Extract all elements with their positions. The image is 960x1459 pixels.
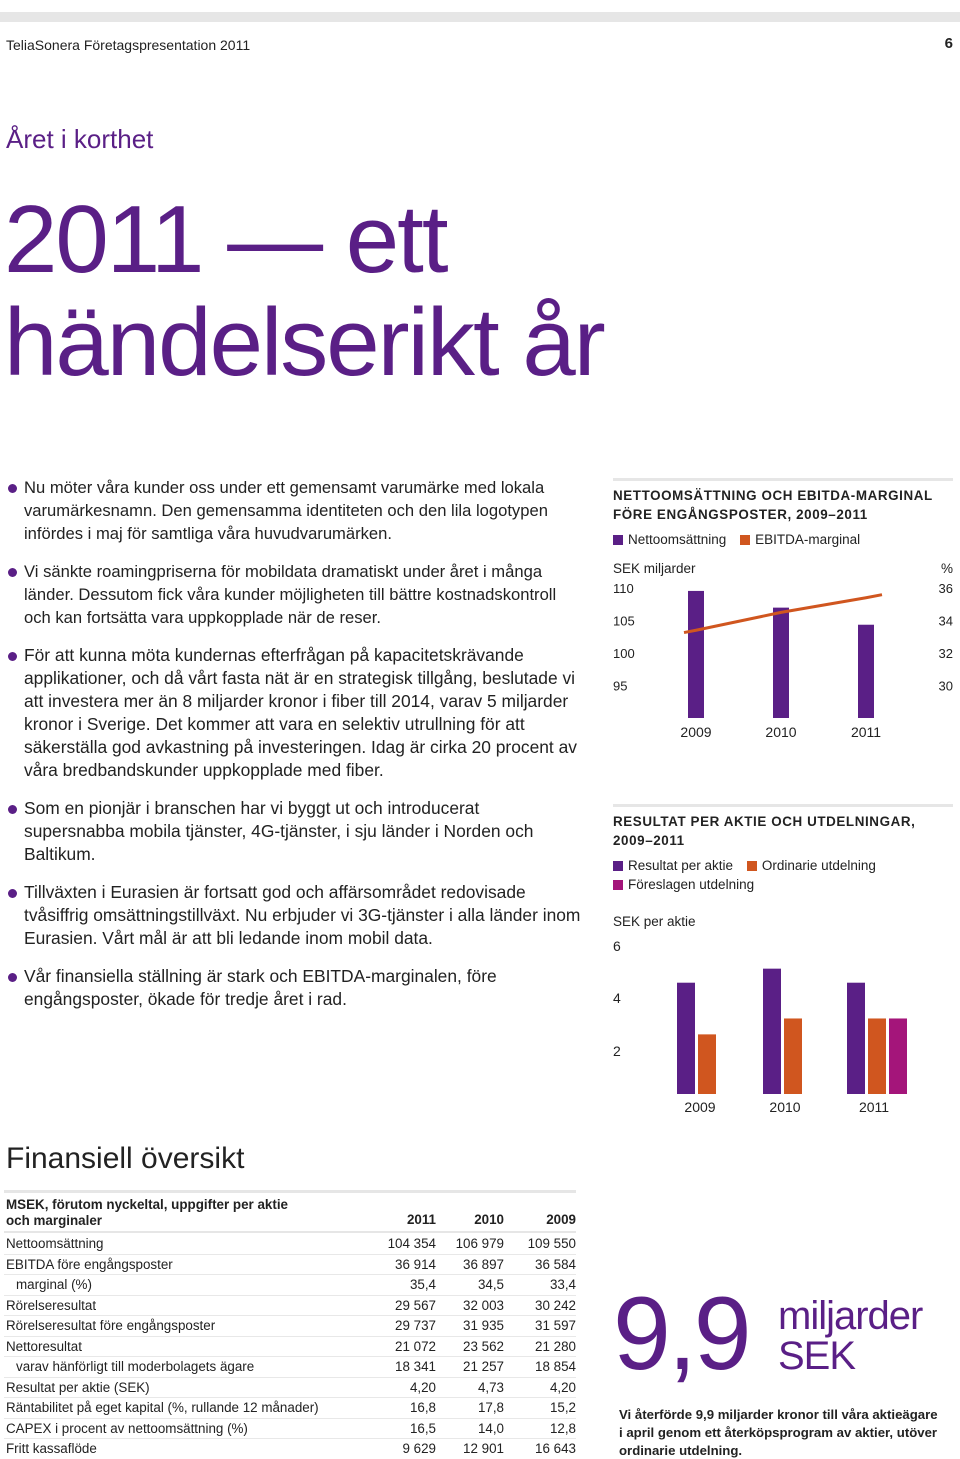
y-tick-label: 2 [613, 1043, 621, 1059]
chart-title: NETTOOMSÄTTNING OCH EBITDA-MARGINAL FÖRE ENGÅNGSPOSTER, 2009–2011 [613, 488, 933, 522]
y2-tick-label: 36 [938, 581, 953, 596]
bullet-dot-icon [8, 973, 17, 982]
legend-swatch-icon [613, 535, 623, 545]
cell-value-2009: 33,4 [549, 1277, 576, 1292]
bar-resultat-per-aktie-2010 [763, 969, 781, 1094]
hero-line-2: händelserikt år [4, 289, 604, 396]
cell-value-2011: 36 914 [395, 1256, 436, 1272]
cell-value-2011: 9 629 [402, 1441, 436, 1456]
y2-tick-label: 32 [938, 646, 953, 661]
highlight-unit: miljarder SEK [778, 1294, 923, 1378]
highlight-number: 9,9 [613, 1276, 749, 1392]
revenue-chart-panel [613, 478, 953, 788]
table-row [4, 1275, 576, 1296]
hero-line-1: 2011 — ett [4, 186, 447, 293]
list-item: Nu möter våra kunder oss under ett gemensamt varumärke med lokala varumärkesnamn. Den gemensamma identiteten och den lila logotypen infördes i maj för samtliga våra huvudvarumärken. [8, 476, 583, 545]
y-axis-label: SEK per aktie [613, 914, 696, 929]
table-row [4, 1316, 576, 1337]
table-row [4, 1378, 576, 1399]
y-tick-label: 95 [613, 678, 628, 694]
cell-value-2010: 32 003 [463, 1297, 504, 1313]
cell-value-2009: 15,2 [549, 1400, 576, 1415]
cell-value-2010: 106 979 [455, 1236, 504, 1251]
chart-title: RESULTAT PER AKTIE OCH UTDELNINGAR, 2009–2011 [613, 814, 916, 848]
chart-legend [613, 530, 870, 549]
cell-value-2009: 31 597 [535, 1318, 576, 1333]
y2-tick-label: 30 [938, 678, 953, 694]
cell-value-2011: 29 567 [395, 1297, 436, 1313]
bullet-list [8, 476, 583, 1026]
list-item: Vi sänkte roamingpriserna för mobildata dramatiskt under året i många länder. Dessutom fick våra kunder möjligheten till bättre kostnadskontroll och kan fortsätta vara uppkopplade när de reser. [8, 560, 583, 629]
table-row [4, 1439, 576, 1459]
y-tick-label: 6 [613, 938, 621, 954]
legend-swatch-icon [747, 861, 757, 871]
column-header-2009: 2009 [546, 1212, 576, 1227]
chart-rule [613, 478, 953, 481]
bar-ordinarie-utdelning-2011 [868, 1018, 886, 1094]
y2-axis-label: % [940, 561, 953, 576]
y-axis-label: SEK miljarder [613, 561, 696, 576]
legend-label: EBITDA-marginal [755, 532, 861, 547]
y2-tick-label: 34 [938, 613, 953, 629]
table-row [4, 1398, 576, 1419]
cell-value-2011: 21 072 [395, 1338, 436, 1354]
cell-value-2009: 4,20 [549, 1379, 576, 1395]
cell-value-2011: 104 354 [387, 1236, 436, 1251]
eps-chart [613, 904, 953, 1124]
column-header-2010: 2010 [474, 1212, 504, 1227]
cell-value-2010: 14,0 [477, 1420, 504, 1436]
revenue-chart [613, 558, 953, 798]
eps-chart-panel [613, 804, 953, 1124]
bullet-dot-icon [8, 652, 17, 661]
bullet-dot-icon [8, 484, 17, 493]
bar-nettoomsattning-2011 [858, 625, 874, 718]
x-tick-label: 2011 [858, 1099, 890, 1115]
cell-value-2011: 16,8 [409, 1400, 436, 1415]
financial-overview-title: Finansiell översikt [6, 1142, 245, 1175]
row-label: Räntabilitet på eget kapital (%, rullande 12 månader) [6, 1400, 319, 1415]
legend-swatch-icon [613, 880, 623, 890]
x-tick-label: 2010 [769, 1099, 801, 1115]
y-tick-label: 4 [613, 990, 621, 1006]
x-tick-label: 2010 [765, 724, 797, 740]
cell-value-2009: 30 242 [535, 1297, 576, 1313]
cell-value-2010: 23 562 [463, 1338, 504, 1354]
highlight-caption: Vi återförde 9,9 miljarder kronor till våra aktieägare i april genom ett återköpsprogram av aktier, utöver ordinarie utdelning. [619, 1407, 938, 1458]
document-title: TeliaSonera Företagspresentation 2011 [6, 37, 251, 53]
cell-value-2010: 4,73 [477, 1379, 504, 1395]
legend-swatch-icon [613, 861, 623, 871]
table-row [4, 1234, 576, 1255]
list-item: Vår finansiella ställning är stark och EBITDA-marginalen, före engångsposter, ökade för tredje året i rad. [8, 965, 583, 1011]
bar-resultat-per-aktie-2011 [847, 983, 865, 1094]
legend-label: Resultat per aktie [628, 858, 734, 873]
x-tick-label: 2011 [850, 724, 882, 740]
cell-value-2011: 18 341 [395, 1359, 436, 1374]
row-label: Rörelseresultat [6, 1297, 97, 1313]
row-label: Fritt kassaflöde [6, 1441, 97, 1456]
chart-rule [613, 804, 953, 807]
row-label: EBITDA före engångsposter [6, 1256, 173, 1272]
row-label: Nettoomsättning [6, 1236, 104, 1251]
cell-value-2011: 4,20 [409, 1379, 436, 1395]
table-row [4, 1337, 576, 1358]
table-row [4, 1296, 576, 1317]
section-label: Året i korthet [6, 124, 154, 154]
cell-value-2010: 31 935 [463, 1318, 504, 1333]
row-label: Rörelseresultat före engångsposter [6, 1318, 216, 1333]
cell-value-2010: 36 897 [463, 1256, 504, 1272]
cell-value-2010: 17,8 [477, 1400, 504, 1415]
cell-value-2011: 16,5 [409, 1420, 436, 1436]
cell-value-2010: 12 901 [463, 1441, 504, 1456]
bullet-dot-icon [8, 889, 17, 898]
y-tick-label: 110 [613, 581, 634, 596]
cell-value-2010: 21 257 [463, 1359, 504, 1374]
table-rule [4, 1190, 576, 1193]
cell-value-2009: 16 643 [535, 1441, 576, 1456]
cell-value-2009: 21 280 [535, 1338, 576, 1354]
bar-resultat-per-aktie-2009 [677, 983, 695, 1094]
list-item: För att kunna möta kundernas efterfrågan på kapacitetskrävande applikationer, och då vårt fasta nät är en strategisk tillgång, beslutade vi att investera mer än 8 miljarder kronor i fiber till 2014, varav 5 miljarder kronor i Sverige. Det kommer att vara en selektiv utrullning för att säkerställa god avkastning på investeringen. Idag är cirka 20 procent av våra bredbandskunder uppkopplade med fiber. [8, 644, 583, 782]
x-tick-label: 2009 [684, 1099, 716, 1115]
table-row [4, 1419, 576, 1440]
row-label: CAPEX i procent av nettoomsättning (%) [6, 1420, 248, 1436]
legend-label: Ordinarie utdelning [761, 858, 876, 873]
legend-swatch-icon [740, 535, 750, 545]
cell-value-2010: 34,5 [477, 1277, 504, 1292]
column-header-2011: 2011 [406, 1212, 436, 1227]
table-row [4, 1357, 576, 1378]
page-number: 6 [944, 35, 953, 52]
hero-heading [4, 188, 604, 394]
chart-legend [613, 856, 943, 894]
bar-nettoomsattning-2010 [773, 608, 789, 718]
row-label: Resultat per aktie (SEK) [6, 1379, 150, 1395]
table-header-label: MSEK, förutom nyckeltal, uppgifter per aktie och marginaler [6, 1197, 288, 1228]
legend-label: Föreslagen utdelning [628, 877, 755, 892]
cell-value-2009: 109 550 [527, 1236, 576, 1251]
y-tick-label: 100 [613, 646, 635, 661]
bar-nettoomsattning-2009 [688, 591, 704, 718]
bullet-dot-icon [8, 568, 17, 577]
list-item: Som en pionjär i branschen har vi byggt ut och introducerat supersnabba mobila tjänster, 4G-tjänster, i sju länder i Norden och Baltikum. [8, 797, 583, 866]
cell-value-2009: 18 854 [535, 1359, 576, 1374]
x-tick-label: 2009 [680, 724, 712, 740]
row-label: Nettoresultat [6, 1338, 82, 1354]
list-item: Tillväxten i Eurasien är fortsatt god och affärsområdet redovisade tvåsiffrig omsättningstillväxt. Nu erbjuder vi 3G-tjänster i alla länder inom Eurasien. Vårt mål är att bli ledande inom mobil data. [8, 881, 583, 950]
table-row [4, 1255, 576, 1276]
cell-value-2009: 12,8 [549, 1420, 576, 1436]
cell-value-2011: 29 737 [395, 1318, 436, 1333]
row-label: varav hänförligt till moderbolagets ägare [16, 1359, 255, 1374]
cell-value-2009: 36 584 [535, 1256, 576, 1272]
cell-value-2011: 35,4 [409, 1277, 436, 1292]
bar-föreslagen-utdelning-2011 [889, 1018, 907, 1094]
bar-ordinarie-utdelning-2009 [698, 1034, 716, 1094]
y-tick-label: 105 [613, 613, 635, 629]
legend-label: Nettoomsättning [628, 532, 727, 547]
bullet-dot-icon [8, 805, 17, 814]
row-label: marginal (%) [16, 1277, 92, 1292]
header-rule [0, 12, 960, 22]
bar-ordinarie-utdelning-2010 [784, 1018, 802, 1094]
table-rule [4, 1231, 576, 1233]
